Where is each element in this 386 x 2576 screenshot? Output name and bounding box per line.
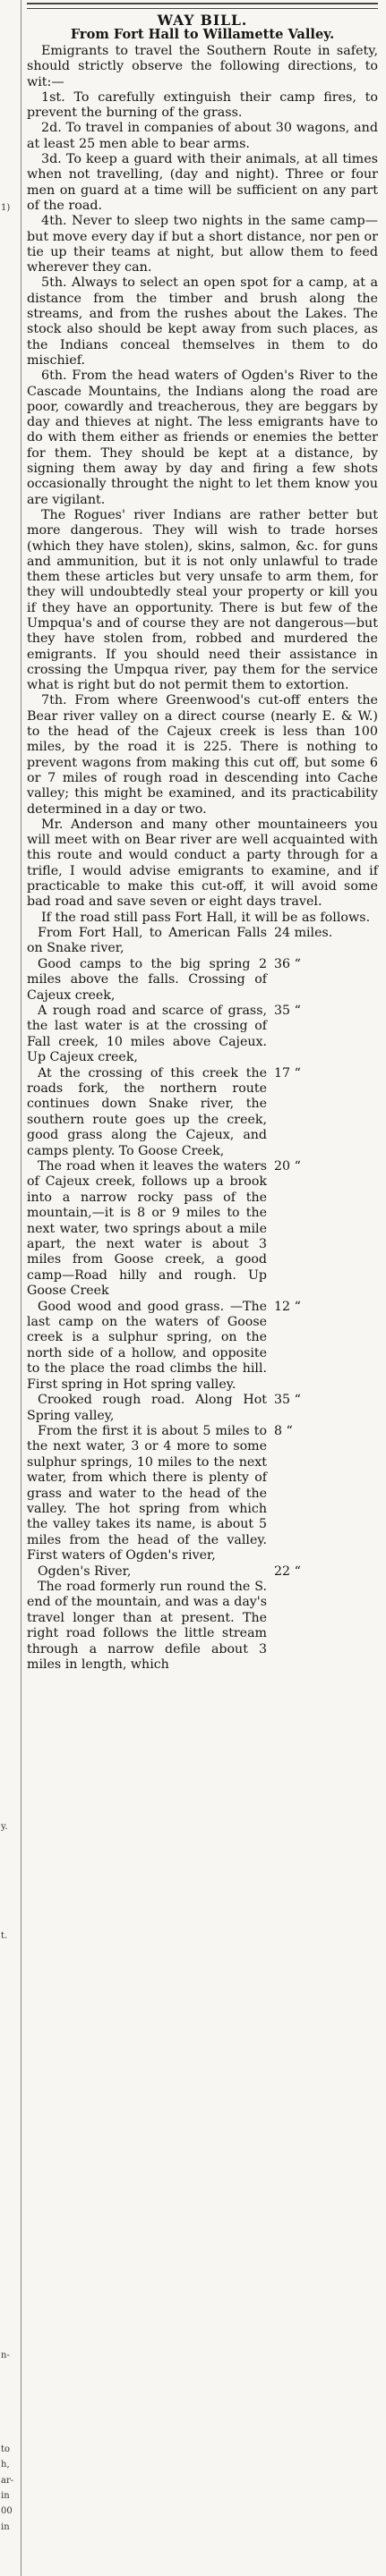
distance-miles: 22 “ bbox=[274, 1563, 301, 1579]
distance-description: Good camps to the big spring 2 miles above the falls. Crossing of Cajeux creek, bbox=[27, 956, 267, 1003]
distance-description: Ogden's River, bbox=[38, 1563, 132, 1579]
distance-description: From Fort Hall, to American Falls on Snake river, bbox=[27, 925, 267, 956]
article-paragraph: If the road still pass Fort Hall, it will be as follows. bbox=[41, 910, 371, 925]
distance-miles: 12 “ bbox=[274, 1299, 301, 1314]
gutter-fragment: to bbox=[1, 2444, 11, 2454]
gutter-fragment: in bbox=[1, 2491, 10, 2501]
article-paragraph: 3d. To keep a guard with their animals, at all times when not travelling, (day and night). Three or four men on guard at a time will be sufficient on any part of the road. bbox=[27, 152, 378, 213]
distance-description: Good wood and good grass. —The last camp on the waters of Goose creek is a sulphur spring, on the north side of a hollow, and opposite to the place the road climbs the hill. First spring in Hot spring valley. bbox=[27, 1299, 267, 1392]
distance-miles: 36 “ bbox=[274, 956, 301, 971]
gutter-fragment: 1) bbox=[1, 203, 11, 214]
subheadline: From Fort Hall to Willamette Valley. bbox=[70, 27, 335, 42]
distance-miles: 24 miles. bbox=[274, 925, 333, 940]
article-paragraph: 1st. To carefully extinguish their camp fires, to prevent the burning of the grass. bbox=[27, 89, 378, 121]
gutter-fragment: 00 bbox=[1, 2506, 13, 2517]
article-paragraph: 5th. Always to select an open spot for a camp, at a distance from the timber and brush along the streams, and from the rushes about the Lakes. The stock also should be kept away from such places, as the Indians conceal themselves in them to do mischief. bbox=[27, 275, 378, 368]
article-paragraph: 6th. From the head waters of Ogden's River to the Cascade Mountains, the Indians along the road are poor, cowardly and treacherous, they are beggars by day and thieves at night. The less emigrants have to do with them either as friends or enemies the better for them. They should be kept at a distance, by signing them away by day and firing a few shots occasionally throught the night to let them know you are vigilant. bbox=[27, 369, 378, 507]
distance-miles: 17 “ bbox=[274, 1065, 301, 1080]
gutter-fragment: t. bbox=[1, 1930, 8, 1941]
gutter-fragment: ar- bbox=[1, 2475, 14, 2486]
article-paragraph: Mr. Anderson and many other mountaineers you will meet with on Bear river are well acquainted with this route and would conduct a party through for a trifle, I would advise emigrants to examine, and if practicable to make this cut-off, it will avoid some bad road and save seven or eight days travel. bbox=[27, 817, 378, 910]
distance-miles: 35 “ bbox=[274, 1393, 301, 1408]
distance-row bbox=[27, 926, 378, 957]
distance-table bbox=[27, 926, 378, 1674]
distance-row bbox=[27, 1424, 378, 1564]
distance-miles: 8 “ bbox=[274, 1423, 293, 1438]
distance-row bbox=[27, 1393, 378, 1424]
top-rule bbox=[27, 3, 378, 9]
distance-miles: 20 “ bbox=[274, 1159, 301, 1174]
distance-row bbox=[27, 1159, 378, 1300]
distance-description: A rough road and scarce of grass, the last water is at the crossing of Fall creek, 10 miles above Cajeux. Up Cajeux creek, bbox=[27, 1003, 267, 1065]
article-paragraph: The Rogues' river Indians are rather better but more dangerous. They will wish to trade horses (which they have stolen), skins, salmon, &c. for guns and ammunition, but it is not only unlawful to trade them these articles but very unsafe to arm them, for they will undoubtedly steal your property or kill you if they have an opportunity. There is but few of the Umpqua's and of course they are not dangerous—but they have stolen from, robbed and murdered the emigrants. If you should need their assistance in crossing the Umpqua river, pay them for the service what is right but do not permit them to extortion. bbox=[27, 507, 378, 693]
gutter-fragment: n- bbox=[1, 2351, 10, 2361]
previous-column-fragments bbox=[0, 0, 16, 2576]
distance-row bbox=[27, 1066, 378, 1159]
article-paragraph: Emigrants to travel the Southern Route in safety, should strictly observe the following directions, to wit:— bbox=[27, 44, 378, 89]
article-column bbox=[27, 0, 378, 1673]
distance-miles: 35 “ bbox=[274, 1003, 301, 1018]
distance-description: At the crossing of this creek the roads fork, the northern route continues down Snake river, the southern route goes up the creek, good grass along the Cajeux, and camps plenty. To Goose Creek, bbox=[27, 1065, 267, 1158]
distance-row bbox=[27, 957, 378, 1004]
distance-row bbox=[27, 1004, 378, 1066]
distance-description: From the first it is about 5 miles to the next water, 3 or 4 more to some sulphur springs, 10 miles to the next water, from which there is plenty of grass and water to the head of the valley. The hot spring from which the valley takes its name, is about 5 miles from the head of the valley. First waters of Ogden's river, bbox=[27, 1423, 267, 1563]
article-paragraph: 7th. From where Greenwood's cut-off enters the Bear river valley on a direct course (nearly E. & W.) to the head of the Cajeux creek is less than 100 miles, by the road it is 225. There is nothing to prevent wagons from making this cut off, but some 6 or 7 miles of rough road in descending into Cache valley; this might be examined, and its practicability determined in a day or two. bbox=[27, 693, 378, 817]
gutter-fragment: y. bbox=[1, 1821, 8, 1832]
distance-description: The road when it leaves the waters of Cajeux creek, follows up a brook into a narrow rocky pass of the mountain,—it is 8 or 9 miles to the next water, two springs about a mile apart, the next water is about 3 miles from Goose creek, a good camp—Road hilly and rough. Up Goose Creek bbox=[27, 1159, 267, 1299]
distance-description: Crooked rough road. Along Hot Spring valley, bbox=[27, 1393, 267, 1423]
distance-row bbox=[27, 1564, 378, 1580]
article-paragraph: 4th. Never to sleep two nights in the same camp—but move every day if but a short distance, nor pen or tie up their teams at night, but allow them to feed wherever they can. bbox=[27, 214, 378, 275]
gutter-fragment: h, bbox=[1, 2460, 10, 2470]
gutter-fragment: in bbox=[1, 2521, 10, 2532]
article-paragraph: 2d. To travel in companies of about 30 wagons, and at least 25 men able to bear arms. bbox=[27, 121, 378, 151]
distance-row bbox=[27, 1300, 378, 1393]
distance-row bbox=[27, 1580, 378, 1673]
headline: WAY BILL. bbox=[157, 12, 248, 29]
distance-description: The road formerly run round the S. end of the mountain, and was a day's travel longer than at present. The right road follows the little stream through a narrow defile about 3 miles in length, which bbox=[27, 1579, 267, 1673]
article-body bbox=[27, 44, 378, 926]
